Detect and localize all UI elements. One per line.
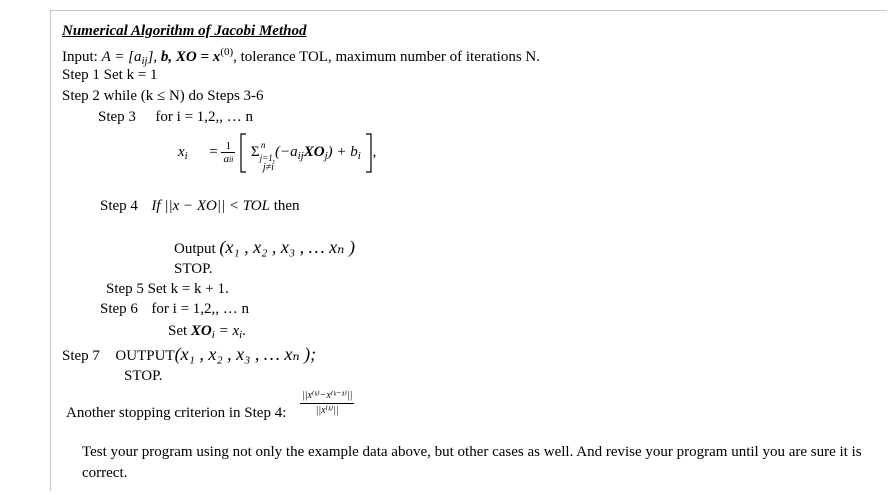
matrix-a: A = [a xyxy=(101,49,142,65)
step-7 xyxy=(62,345,316,365)
formula-body: (−a xyxy=(274,144,298,160)
criterion-label: Another stopping criterion in Step 4: xyxy=(66,405,287,421)
formula-lhs-sub: i xyxy=(184,150,188,162)
step-4-condition: If ||x − XO|| < TOL xyxy=(151,198,270,214)
formula-lhs: x xyxy=(178,144,185,160)
vector-b-xo: b, XO = x xyxy=(160,49,221,65)
step-7-label: Step 7 xyxy=(62,348,100,364)
stop-2: STOP. xyxy=(124,368,163,384)
step-6 xyxy=(100,300,249,318)
set-xo-line xyxy=(168,322,246,344)
step-1: Step 1 Set k = 1 xyxy=(62,67,158,83)
matrix-a-sub: ij xyxy=(141,55,148,67)
input-label: Input: xyxy=(62,49,98,65)
set-xo-rest: = x xyxy=(214,323,240,339)
step-7-output: OUTPUT xyxy=(115,348,175,364)
step-4-then: then xyxy=(273,198,300,214)
formula-xo: XO xyxy=(303,144,325,160)
sum-sub: j=1, xyxy=(259,153,275,164)
sum-sup: n xyxy=(260,140,266,151)
formula-eq: = xyxy=(209,144,218,160)
set-xo-sub: i xyxy=(211,329,215,341)
sum-sign: Σ xyxy=(250,144,260,161)
criterion-num: ||x⁽ᵏ⁾−x⁽ᵏ⁻¹⁾|| xyxy=(300,389,354,404)
fraction-num: 1 xyxy=(221,140,235,153)
step-2: Step 2 while (k ≤ N) do Steps 3-6 xyxy=(62,88,264,104)
step-6-text: for i = 1,2,, … n xyxy=(151,301,250,317)
jacobi-formula xyxy=(178,130,376,174)
criterion-fraction xyxy=(300,389,354,418)
sum-condition: j≠i xyxy=(262,162,274,174)
set-xo-end: . xyxy=(242,323,246,339)
input-line: Input: $A = [a_{ij}]$, b, XO = $x^{(0)}$, tolerance TOL, maximum number of iterations N. xyxy=(62,46,541,67)
set-xo-label: Set xyxy=(168,323,191,339)
step-3 xyxy=(98,108,253,126)
set-xo-rest-sub: i xyxy=(239,329,243,341)
fraction-den: a xyxy=(223,152,229,165)
formula-plus-b: ) + b xyxy=(327,144,358,160)
set-xo-var: XO xyxy=(190,323,212,339)
formula-fraction xyxy=(221,140,235,166)
formula-tail: , xyxy=(372,144,377,160)
left-bracket-icon xyxy=(239,133,247,173)
step-4-label: Step 4 xyxy=(100,198,138,214)
step-3-text: for i = 1,2,, … n xyxy=(155,109,254,125)
formula-body-sub: ij xyxy=(297,150,304,162)
matrix-a-close: ] xyxy=(147,49,154,65)
sum-block xyxy=(250,140,275,174)
output-tuple: (x₁ , x₂ , x₃ , … xₙ ) xyxy=(219,237,355,257)
step-3-label: Step 3 xyxy=(98,109,136,125)
input-rest: , tolerance TOL, maximum number of iterations N. xyxy=(233,49,541,65)
instruction-paragraph: Test your program using not only the example data above, but other cases as well. And revise your program until you are sure it is correct. xyxy=(82,444,862,481)
algorithm-title: Numerical Algorithm of Jacobi Method xyxy=(62,23,307,39)
step-7-tuple: (x₁ , x₂ , x₃ , … xₙ ); xyxy=(174,344,317,364)
criterion-den: ||x⁽ᵏ⁾|| xyxy=(315,405,339,416)
fraction-den-sub: ii xyxy=(228,154,234,164)
formula-xo-sub: j xyxy=(324,150,328,162)
output-line xyxy=(174,238,355,258)
formula-b-sub: i xyxy=(357,150,361,162)
output-label: Output xyxy=(174,241,216,257)
stop-1: STOP. xyxy=(174,261,213,277)
superscript-0: (0) xyxy=(220,46,234,58)
right-bracket-icon xyxy=(365,133,373,173)
step-4 xyxy=(100,197,300,215)
step-5: Step 5 Set k = k + 1. xyxy=(106,281,229,297)
step-6-label: Step 6 xyxy=(100,301,138,317)
